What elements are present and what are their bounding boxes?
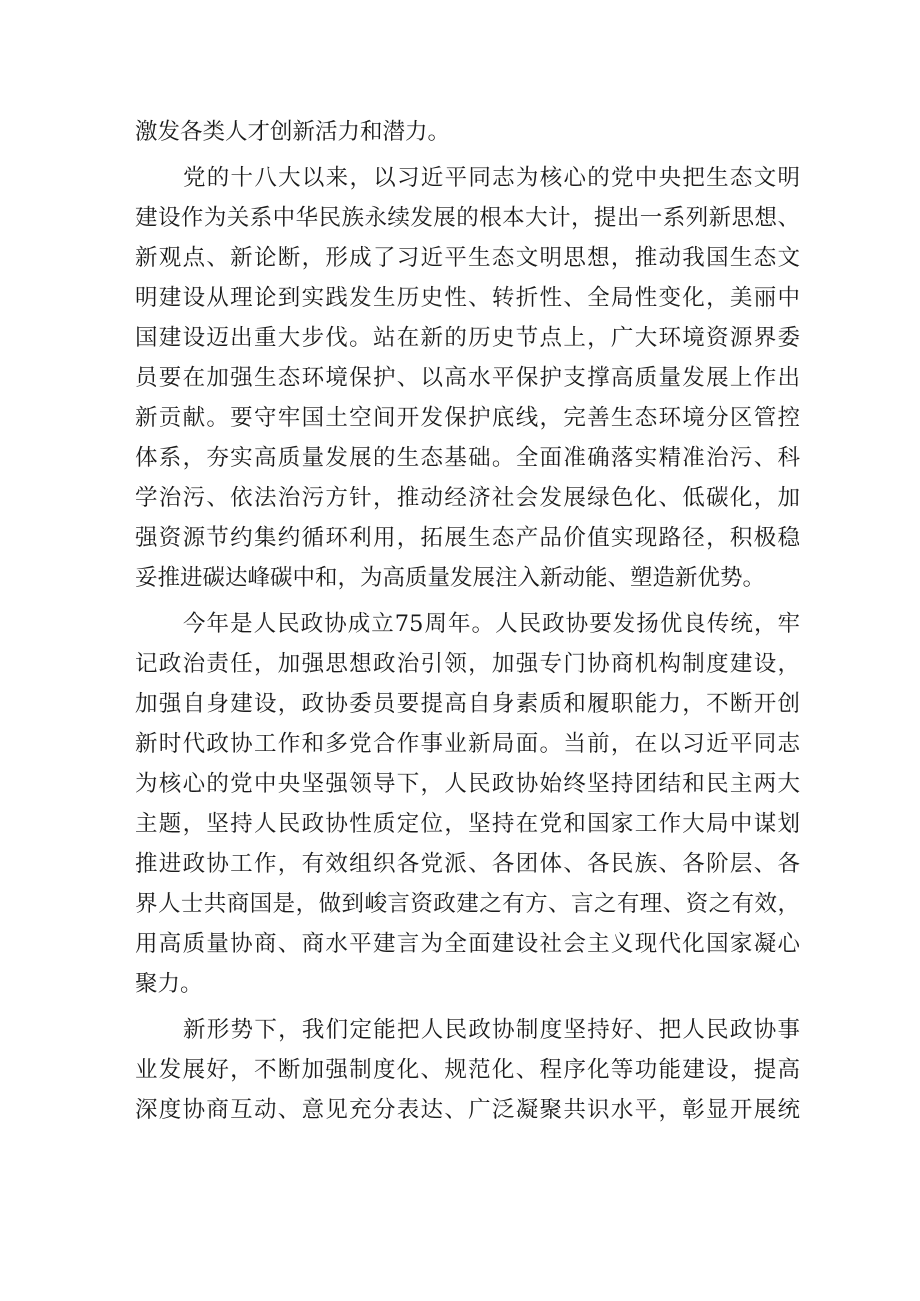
text-line: 加强自身建设，政协委员要提高自身素质和履职能力，不断开创: [135, 691, 800, 717]
text-line: 员要在加强生态环境保护、以高水平保护支撑高质量发展上作出: [135, 365, 800, 391]
text-line: 激发各类人才创新活力和潜力。: [135, 119, 451, 145]
text-line: 新贡献。要守牢国土空间开发保护底线，完善生态环境分区管控: [135, 405, 800, 431]
text-line: 今年是人民政协成立75周年。人民政协要发扬优良传统，牢: [183, 611, 800, 637]
text-line: 建设作为关系中华民族永续发展的根本大计，提出一系列新思想、: [135, 205, 800, 231]
paragraph: [135, 112, 800, 152]
text-line: 学治污、依法治污方针，推动经济社会发展绿色化、低碳化，加: [135, 485, 800, 511]
text-line: 聚力。: [135, 971, 203, 997]
text-line: 妥推进碳达峰碳中和，为高质量发展注入新动能、塑造新优势。: [135, 565, 766, 591]
text-line: 深度协商互动、意见充分表达、广泛凝聚共识水平，彰显开展统: [135, 1097, 800, 1123]
text-line: 推进政协工作，有效组织各党派、各团体、各民族、各阶层、各: [135, 851, 800, 877]
text-line: 新时代政协工作和多党合作事业新局面。当前，在以习近平同志: [135, 731, 800, 757]
paragraph: [135, 158, 800, 598]
text-line: 用高质量协商、商水平建言为全面建设社会主义现代化国家凝心: [135, 931, 800, 957]
text-line: 新观点、新论断，形成了习近平生态文明思想，推动我国生态文: [135, 245, 800, 271]
text-line: 为核心的党中央坚强领导下，人民政协始终坚持团结和民主两大: [135, 771, 800, 797]
text-line: 体系，夯实高质量发展的生态基础。全面准确落实精准治污、科: [135, 445, 800, 471]
text-line: 记政治责任，加强思想政治引领，加强专门协商机构制度建设，: [135, 651, 800, 677]
text-line: 国建设迈出重大步伐。站在新的历史节点上，广大环境资源界委: [135, 325, 800, 351]
text-line: 主题，坚持人民政协性质定位，坚持在党和国家工作大局中谋划: [135, 811, 800, 837]
text-line: 业发展好，不断加强制度化、规范化、程序化等功能建设，提高: [135, 1057, 800, 1083]
paragraph: [135, 1010, 800, 1130]
text-line: 强资源节约集约循环利用，拓展生态产品价值实现路径，积极稳: [135, 525, 800, 551]
text-line: 新形势下，我们定能把人民政协制度坚持好、把人民政协事: [183, 1017, 800, 1043]
document-body: [135, 112, 800, 1130]
text-line: 党的十八大以来，以习近平同志为核心的党中央把生态文明: [183, 165, 800, 191]
paragraph: [135, 604, 800, 1004]
text-line: 明建设从理论到实践发生历史性、转折性、全局性变化，美丽中: [135, 285, 800, 311]
text-line: 界人士共商国是，做到峻言资政建之有方、言之有理、资之有效，: [135, 891, 800, 917]
